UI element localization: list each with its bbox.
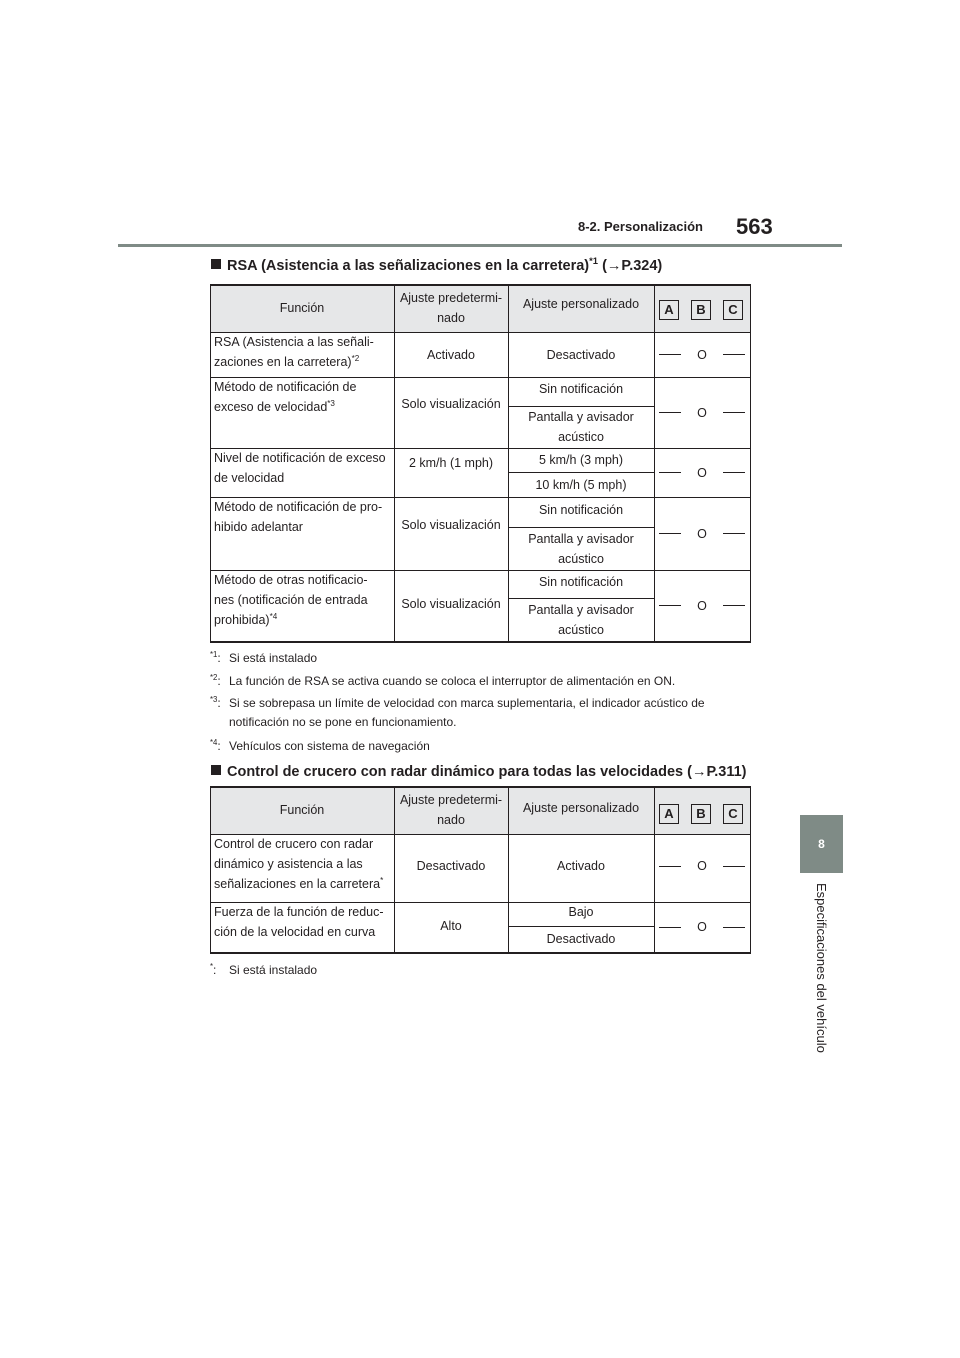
rsa-table	[210, 284, 751, 643]
table-row-2-b: O	[697, 920, 707, 934]
table-row-1-custom: Activado	[557, 859, 605, 873]
col-header-a: A	[659, 300, 679, 320]
table-row-5-custom-1: Sin notificación	[538, 575, 624, 589]
footnote-2: $^{*2}$: La función de RSA se activa cuando se coloca el interruptor de alimentación en ON.	[210, 673, 676, 688]
table-row-5-funcion: Método de otras notificacio- nes (notificación de entrada prohibida)$^{*4}$	[214, 573, 368, 627]
table-row-4-c	[718, 497, 750, 570]
section2-page-ref[interactable]: (→P.311)	[687, 764, 747, 780]
col-header-funcion: Función	[279, 803, 325, 817]
table-row-2-c	[718, 377, 750, 448]
table-row-1-c	[718, 332, 750, 377]
table-row-5-default: Solo visualización	[401, 596, 501, 611]
table-row-5-a	[654, 570, 686, 641]
dash-icon	[659, 354, 681, 355]
page-number: 563	[736, 214, 773, 239]
footnote-3: $^{*3}$: Si se sobrepasa un límite de velocidad con marca suplementaria, el indicador acústico de notificación no se pone en funcionamiento.	[210, 695, 705, 729]
table-row-1-c	[718, 834, 750, 898]
table-row-2-funcion: Fuerza de la función de reduc- ción de la velocidad en curva	[214, 905, 384, 939]
section2-title: Control de crucero con radar dinámico para todas las velocidades (→P.311)	[211, 764, 747, 780]
square-bullet-icon	[211, 765, 221, 775]
table-row-3-custom-2: 10 km/h (5 mph)	[535, 477, 627, 492]
col-header-funcion: Función	[279, 301, 325, 315]
table-row-3-default: 2 km/h (1 mph)	[408, 456, 494, 470]
table-row-4-default: Solo visualización	[401, 518, 501, 532]
table-row-4-funcion: Método de notificación de pro- hibido adelantar	[214, 500, 383, 534]
table-row-2-default: Alto	[440, 919, 462, 933]
table-row-3-b: O	[697, 465, 707, 480]
footnote-4: $^{*4}$: Vehículos con sistema de navegación	[210, 738, 430, 753]
table-row-3-funcion: Nivel de notificación de exceso de velocidad	[214, 451, 386, 485]
section-header: 8-2. Personalización	[578, 219, 703, 234]
table-row-2-custom-1: Sin notificación	[538, 382, 624, 396]
table-row-1-b: O	[697, 859, 707, 873]
table-row-3-a	[654, 448, 686, 497]
table-row-4-custom-1: Sin notificación	[538, 503, 624, 517]
col-header-b: B	[691, 804, 711, 824]
col-header-b: B	[691, 300, 711, 320]
table-row-1-custom: Desactivado	[546, 347, 616, 362]
table-row-2-custom-2: Pantalla y avisador acústico	[528, 410, 634, 444]
dash-icon	[723, 472, 745, 473]
col-header-ajuste-personalizado: Ajuste personalizado	[522, 801, 640, 815]
table-row-2-custom-1: Bajo	[568, 905, 594, 919]
table-row-1-b: O	[697, 347, 707, 362]
header-rule	[118, 244, 842, 247]
table-row-4-a	[654, 497, 686, 570]
table-row-1-default: Desactivado	[416, 859, 486, 873]
table-row-2-b: O	[697, 405, 707, 420]
table-row-5-custom-2: Pantalla y avisador acústico	[528, 602, 634, 637]
col-header-ajuste-predeterminado: Ajuste predetermi- nado	[399, 793, 503, 827]
chapter-title: Especificaciones del vehículo	[814, 883, 829, 1053]
col-header-ajuste-predeterminado: Ajuste predetermi- nado	[399, 291, 503, 325]
footnote-1: $^{*1}$: Si está instalado	[210, 650, 318, 665]
footnote-s2: *: Si está instalado	[210, 962, 318, 977]
table-row-5-b: O	[697, 598, 707, 613]
dash-icon	[659, 605, 681, 606]
table-row-3-c	[718, 448, 750, 497]
table-row-1-a	[654, 332, 686, 377]
table-row-4-b: O	[697, 526, 707, 541]
table-row-1-funcion: Control de crucero con radar dinámico y asistencia a las señalizaciones en la carretera*	[214, 837, 384, 891]
dash-icon	[659, 472, 681, 473]
dash-icon	[659, 927, 681, 928]
dash-icon	[723, 927, 745, 928]
table-row-5-c	[718, 570, 750, 641]
dash-icon	[723, 605, 745, 606]
table-row-4-custom-2: Pantalla y avisador acústico	[528, 531, 634, 566]
square-bullet-icon	[211, 259, 221, 269]
dash-icon	[723, 354, 745, 355]
col-header-c: C	[723, 300, 743, 320]
dash-icon	[659, 412, 681, 413]
section1-title: RSA (Asistencia a las señalizaciones en la carretera)$^{*1}$ (→P.324)	[211, 258, 662, 274]
table-row-2-funcion: Método de notificación de exceso de velocidad$^{*3}$	[214, 380, 357, 414]
col-header-c: C	[723, 804, 743, 824]
table-row-2-a	[654, 902, 686, 952]
section1-page-ref[interactable]: (→P.324)	[602, 258, 663, 274]
table-row-1-default: Activado	[427, 347, 475, 362]
table-row-2-c	[718, 902, 750, 952]
col-header-ajuste-personalizado: Ajuste personalizado	[522, 297, 640, 311]
dash-icon	[723, 533, 745, 534]
dash-icon	[723, 866, 745, 867]
table-row-1-a	[654, 834, 686, 898]
chapter-tab: 8	[800, 815, 843, 873]
table-row-2-a	[654, 377, 686, 448]
table-row-3-custom-1: 5 km/h (3 mph)	[538, 453, 624, 467]
dash-icon	[659, 866, 681, 867]
dash-icon	[723, 412, 745, 413]
dash-icon	[659, 533, 681, 534]
col-header-a: A	[659, 804, 679, 824]
table-row-2-custom-2: Desactivado	[546, 932, 616, 946]
table-row-2-default: Solo visualización	[401, 397, 501, 411]
table-row-1-funcion: RSA (Asistencia a las señali- zaciones en la carretera)$^{*2}$	[214, 335, 374, 369]
cruise-control-table	[210, 786, 751, 954]
